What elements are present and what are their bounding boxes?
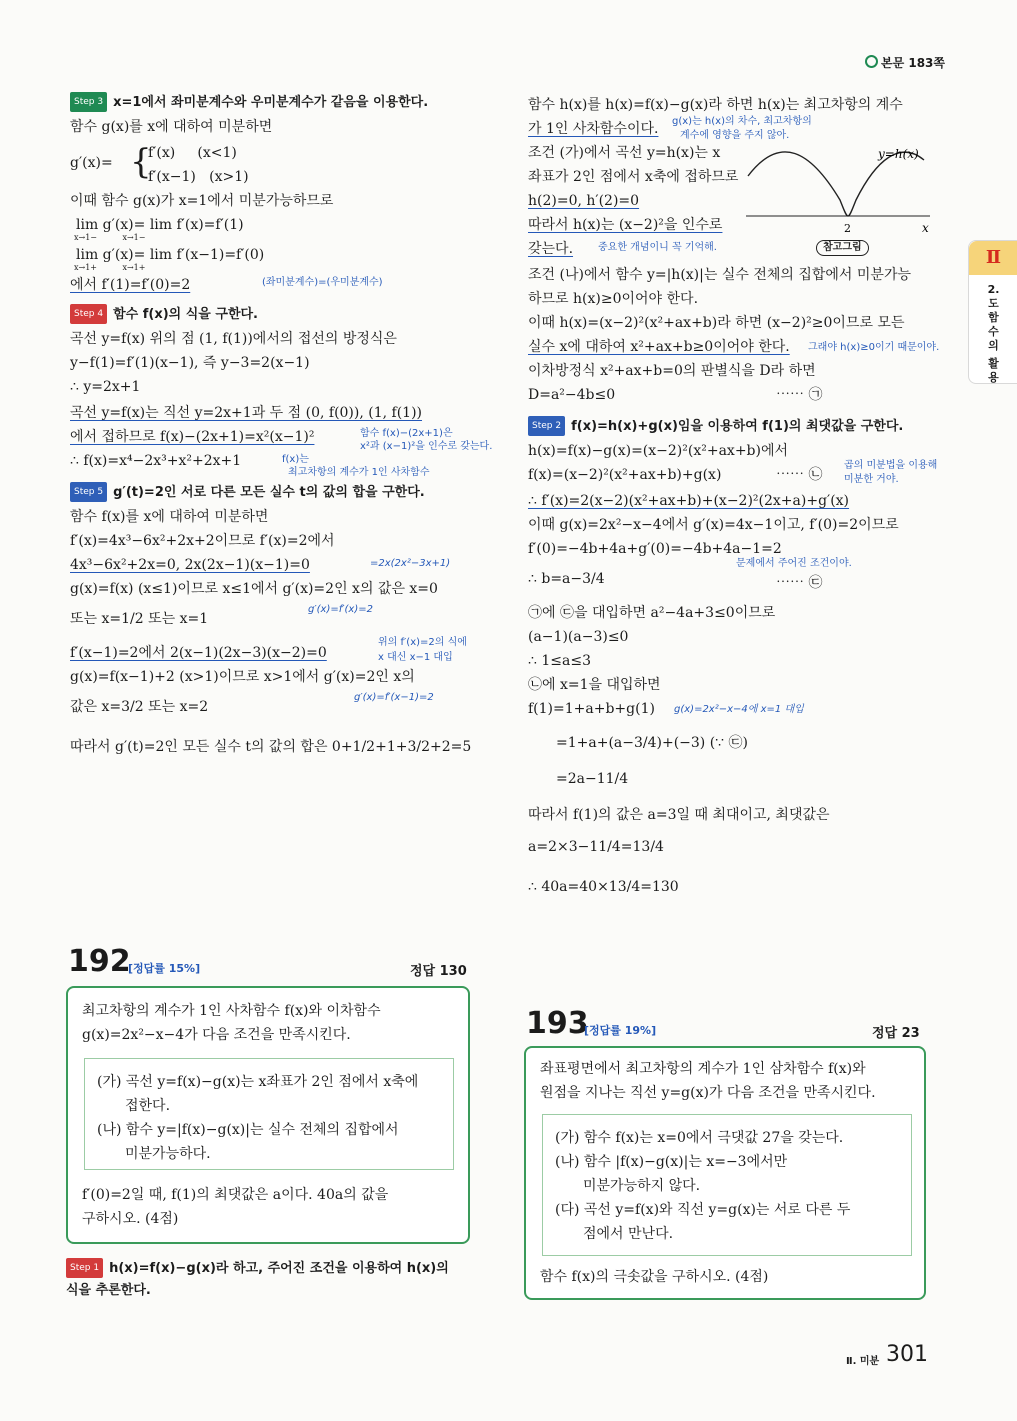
text-line: 또는 x=1/2 또는 x=1 bbox=[70, 611, 209, 627]
question-number: 193 bbox=[526, 1006, 589, 1041]
limit-line: lim g′(x)= lim f′(x−1)=f′(0) bbox=[76, 247, 265, 263]
stem-line: g(x)=2x²−x−4가 다음 조건을 만족시킨다. bbox=[82, 1027, 351, 1043]
stem-line: 최고차항의 계수가 1인 사차함수 f(x)와 이차함수 bbox=[82, 1003, 381, 1019]
text-line: 따라서 h(x)는 (x−2)²을 인수로 bbox=[528, 217, 723, 233]
text-line: =1+a+(a−3/4)+(−3) (∵ ㉢) bbox=[556, 735, 749, 751]
question-number: 192 bbox=[68, 944, 131, 979]
text-line: 함수 h(x)를 h(x)=f(x)−g(x)라 하면 h(x)는 최고차항의 계수 bbox=[528, 97, 903, 113]
side-note: =2x(2x²−3x+1) bbox=[370, 558, 451, 569]
side-note: x²과 (x−1)²을 인수로 갖는다. bbox=[360, 441, 493, 452]
text-line: f′(x)=4x³−6x²+2x+2이므로 f′(x)=2에서 bbox=[70, 533, 335, 549]
stem-line: 원점을 지나는 직선 y=g(x)가 다음 조건을 만족시킨다. bbox=[540, 1085, 876, 1101]
text-line: y−f(1)=f′(1)(x−1), 즉 y−3=2(x−1) bbox=[70, 355, 310, 371]
equation-tag: ⋯⋯ ㉢ bbox=[776, 575, 823, 591]
text-line: f′(0)=−4b+4a+g′(0)=−4b+4a−1=2 bbox=[528, 541, 782, 557]
accuracy-rate: [정답률 19%] bbox=[584, 1024, 657, 1037]
equation-tag: ⋯⋯ ㉡ bbox=[776, 467, 823, 483]
step3-heading: Step 3 x=1에서 좌미분계수와 우미분계수가 같음을 이용한다. bbox=[70, 92, 428, 112]
text-line: 이때 g(x)=2x²−x−4에서 g′(x)=4x−1이고, f′(0)=2이므로 bbox=[528, 517, 899, 533]
text-line: ∴ y=2x+1 bbox=[70, 379, 141, 395]
text-line: 에서 접하므로 f(x)−(2x+1)=x²(x−1)² bbox=[70, 429, 315, 445]
condition: (다) 곡선 y=f(x)와 직선 y=g(x)는 서로 다른 두 bbox=[555, 1202, 851, 1218]
condition: 미분가능하다. bbox=[125, 1146, 211, 1162]
text-line: =2a−11/4 bbox=[556, 771, 629, 787]
side-note: g(x)는 h(x)의 차수, 최고차항의 bbox=[672, 116, 812, 127]
text-line: 에서 f′(1)=f′(0)=2 bbox=[70, 277, 191, 293]
text-line: f(x)=(x−2)²(x²+ax+b)+g(x) bbox=[528, 467, 722, 483]
condition: 점에서 만난다. bbox=[583, 1226, 674, 1242]
text-line: 실수 x에 대하여 x²+ax+b≥0이어야 한다. bbox=[528, 339, 790, 355]
step1-heading: Step 1 h(x)=f(x)−g(x)라 하고, 주어진 조건을 이용하여 h(x)의 bbox=[66, 1258, 449, 1278]
piecewise-lhs: g′(x)= bbox=[70, 155, 113, 171]
text-line: ∴ f′(x)=2(x−2)(x²+ax+b)+(x−2)²(2x+a)+g′(x) bbox=[528, 493, 850, 509]
limit-sub: x→1− x→1− bbox=[74, 233, 146, 242]
curve-h bbox=[748, 152, 924, 216]
condition: (가) 함수 f(x)는 x=0에서 극댓값 27을 갖는다. bbox=[555, 1130, 844, 1146]
text-line: f′(x−1)=2에서 2(x−1)(2x−3)(x−2)=0 bbox=[70, 645, 327, 661]
limit-sub: x→1+ x→1+ bbox=[74, 263, 146, 272]
step-badge: Step 3 bbox=[70, 92, 107, 112]
answer: 정답 130 bbox=[410, 964, 467, 979]
step2-heading: Step 2 f(x)=h(x)+g(x)임을 이용하여 f(1)의 최댓값을 구한다. bbox=[528, 416, 903, 436]
step-badge: Step 5 bbox=[70, 482, 107, 502]
side-note: g(x)=2x²−x−4에 x=1 대입 bbox=[674, 704, 804, 715]
step5-heading: Step 5 g′(t)=2인 서로 다른 모든 실수 t의 값의 합을 구한다. bbox=[70, 482, 425, 502]
conditions-box bbox=[84, 1058, 454, 1170]
text-line: g(x)=f(x) (x≤1)이므로 x≤1에서 g′(x)=2인 x의 값은 x=0 bbox=[70, 581, 438, 597]
question-line: 함수 f(x)의 극솟값을 구하시오. (4점) bbox=[540, 1269, 769, 1285]
text-line: 가 1인 사차함수이다. bbox=[528, 121, 659, 137]
piecewise-bottom: f′(x−1) (x>1) bbox=[148, 169, 249, 185]
side-note: 그래야 h(x)≥0이기 때문이야. bbox=[808, 342, 940, 353]
text-line: ∴ f(x)=x⁴−2x³+x²+2x+1 bbox=[70, 453, 242, 469]
question-box bbox=[524, 1046, 926, 1300]
text-line: 조건 (가)에서 곡선 y=h(x)는 x bbox=[528, 145, 721, 161]
side-note: f(x)는 bbox=[282, 454, 309, 465]
text-line: 좌표가 2인 점에서 x축에 접하므로 bbox=[528, 169, 739, 185]
x-axis-label: x bbox=[922, 221, 929, 235]
question-box bbox=[66, 986, 470, 1244]
side-note: 최고차항의 계수가 1인 사차함수 bbox=[288, 467, 430, 478]
condition: 접한다. bbox=[125, 1098, 171, 1114]
text-line: 함수 f(x)를 x에 대하여 미분하면 bbox=[70, 509, 269, 525]
text-line: ∴ 40a=40×13/4=130 bbox=[528, 879, 679, 895]
page-number: 301 bbox=[886, 1342, 928, 1367]
step-badge: Step 4 bbox=[70, 304, 107, 324]
text-line: 함수 g(x)를 x에 대하여 미분하면 bbox=[70, 119, 273, 135]
condition: (가) 곡선 y=f(x)−g(x)는 x좌표가 2인 점에서 x축에 bbox=[97, 1074, 419, 1090]
side-note: x 대신 x−1 대입 bbox=[378, 652, 453, 663]
text-line: 따라서 f(1)의 값은 a=3일 때 최대이고, 최댓값은 bbox=[528, 807, 830, 823]
circle-icon bbox=[865, 55, 878, 68]
text-line: h(2)=0, h′(2)=0 bbox=[528, 193, 640, 209]
question-line: f′(0)=2일 때, f(1)의 최댓값은 a이다. 40a의 값을 bbox=[82, 1187, 389, 1203]
page-reference: 본문 183쪽 bbox=[865, 54, 945, 71]
text-line: 값은 x=3/2 또는 x=2 bbox=[70, 699, 209, 715]
equation-tag: ⋯⋯ ㉠ bbox=[776, 387, 823, 403]
text-line: g(x)=f(x−1)+2 (x>1)이므로 x>1에서 g′(x)=2인 x의 bbox=[70, 669, 415, 685]
side-note: (좌미분계수)=(우미분계수) bbox=[262, 277, 383, 288]
text-line: h(x)=f(x)−g(x)=(x−2)²(x²+ax+b)에서 bbox=[528, 443, 789, 459]
text-line: ∴ 1≤a≤3 bbox=[528, 653, 591, 669]
side-note: g′(x)=f′(x)=2 bbox=[308, 604, 373, 615]
text-line: 조건 (나)에서 함수 y=|h(x)|는 실수 전체의 집합에서 미분가능 bbox=[528, 267, 911, 283]
text-line: 이때 함수 g(x)가 x=1에서 미분가능하므로 bbox=[70, 193, 334, 209]
step-badge: Step 2 bbox=[528, 416, 565, 436]
conditions-box bbox=[542, 1114, 912, 1256]
chapter-title: 2. 도 함 수 의 활 용 bbox=[987, 283, 1000, 384]
stem-line: 좌표평면에서 최고차항의 계수가 1인 삼차함수 f(x)와 bbox=[540, 1061, 866, 1077]
text-line: 하므로 h(x)≥0이어야 한다. bbox=[528, 291, 699, 307]
condition: (나) 함수 |f(x)−g(x)|는 x=−3에서만 bbox=[555, 1154, 788, 1170]
text-line: (a−1)(a−3)≤0 bbox=[528, 629, 629, 645]
question-line: 구하시오. (4점) bbox=[82, 1211, 179, 1227]
text-line: 4x³−6x²+2x=0, 2x(2x−1)(x−1)=0 bbox=[70, 557, 310, 573]
side-note: 문제에서 주어진 조건이야. bbox=[736, 558, 852, 569]
answer: 정답 23 bbox=[872, 1026, 920, 1041]
condition: (나) 함수 y=|f(x)−g(x)|는 실수 전체의 집합에서 bbox=[97, 1122, 399, 1138]
condition: 미분가능하지 않다. bbox=[583, 1178, 701, 1194]
x-tick-2: 2 bbox=[844, 222, 851, 235]
text-line: ㉠에 ㉢을 대입하면 a²−4a+3≤0이므로 bbox=[528, 605, 776, 621]
side-note: 계수에 영향을 주지 않아. bbox=[680, 130, 790, 141]
text-line: ∴ b=a−3/4 bbox=[528, 571, 605, 587]
piecewise-top: f′(x) (x<1) bbox=[148, 145, 237, 161]
text-line: f(1)=1+a+b+g(1) bbox=[528, 701, 655, 717]
text-line: 이때 h(x)=(x−2)²(x²+ax+b)라 하면 (x−2)²≥0이므로 모든 bbox=[528, 315, 905, 331]
text-line: a=2×3−11/4=13/4 bbox=[528, 839, 664, 855]
side-note: 함수 f(x)−(2x+1)은 bbox=[360, 428, 453, 439]
side-note: 중요한 개념이니 꼭 기억해. bbox=[598, 242, 717, 253]
chapter-roman: Ⅱ bbox=[969, 241, 1017, 275]
footer-chapter: Ⅱ. 미분 bbox=[846, 1356, 880, 1367]
text-line: 곡선 y=f(x) 위의 점 (1, f(1))에서의 접선의 방정식은 bbox=[70, 331, 397, 347]
curve-label: y=h(x) bbox=[878, 147, 919, 161]
text-line: 따라서 g′(t)=2인 모든 실수 t의 값의 합은 0+1/2+1+3/2+2=5 bbox=[70, 739, 472, 755]
text-line: 이차방정식 x²+ax+b=0의 판별식을 D라 하면 bbox=[528, 363, 816, 379]
accuracy-rate: [정답률 15%] bbox=[128, 962, 201, 975]
reference-badge: 참고그림 bbox=[816, 240, 869, 256]
brace: { bbox=[130, 142, 152, 182]
limit-line: lim g′(x)= lim f′(x)=f′(1) bbox=[76, 217, 244, 233]
text-line: ㉡에 x=1을 대입하면 bbox=[528, 677, 661, 693]
text-line: 갖는다. bbox=[528, 241, 574, 257]
side-note: 위의 f′(x)=2의 식에 bbox=[378, 637, 467, 648]
step-badge: Step 1 bbox=[66, 1258, 103, 1278]
side-note: g′(x)=f′(x−1)=2 bbox=[354, 692, 434, 703]
side-note: 곱의 미분법을 이용해 bbox=[844, 460, 938, 471]
chapter-side-tab bbox=[968, 240, 1017, 384]
side-note: 미분한 거야. bbox=[844, 474, 899, 485]
text-line: D=a²−4b≤0 bbox=[528, 387, 616, 403]
step1-heading-cont: 식을 추론한다. bbox=[66, 1283, 151, 1298]
step4-heading: Step 4 함수 f(x)의 식을 구한다. bbox=[70, 304, 258, 324]
text-line: 곡선 y=f(x)는 직선 y=2x+1과 두 점 (0, f(0)), (1, f(1)) bbox=[70, 405, 423, 421]
